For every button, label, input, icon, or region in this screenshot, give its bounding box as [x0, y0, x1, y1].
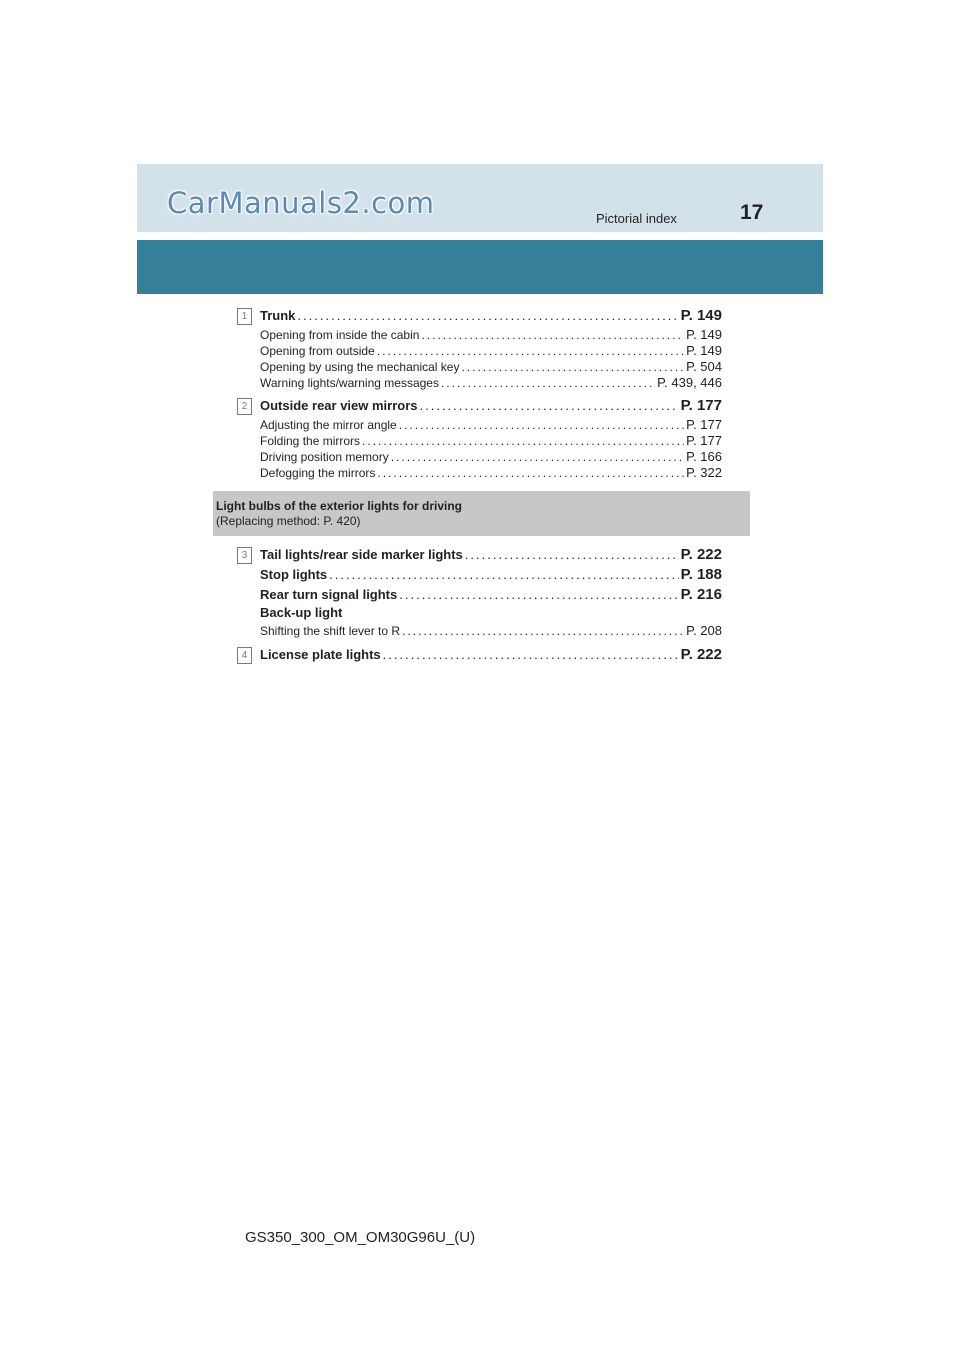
- entry-label: Shifting the shift lever to R: [260, 624, 401, 638]
- leader-dots: [383, 647, 679, 662]
- index-entry-outside-mirrors[interactable]: [260, 397, 722, 414]
- leader-dots: [362, 434, 684, 448]
- index-subentry[interactable]: [260, 343, 722, 359]
- leader-dots: [399, 418, 684, 432]
- index-heading-back-up-light: Back-up light: [260, 605, 343, 620]
- watermark-logo: CarManuals2.com: [167, 186, 435, 220]
- page-reference[interactable]: P. 208: [686, 623, 722, 638]
- entry-label: Adjusting the mirror angle: [260, 418, 397, 432]
- leader-dots: [329, 567, 678, 582]
- page-reference[interactable]: P. 177: [680, 397, 722, 414]
- entry-label: Tail lights/rear side marker lights: [260, 547, 463, 562]
- entry-label: Driving position memory: [260, 450, 389, 464]
- page-reference[interactable]: P. 216: [680, 586, 722, 603]
- index-entry-rear-turn-signal[interactable]: [260, 586, 722, 603]
- callout-number-3: 3: [237, 547, 252, 564]
- index-subentry[interactable]: [260, 327, 722, 343]
- page-reference[interactable]: P. 149: [680, 307, 722, 324]
- leader-dots: [377, 344, 684, 358]
- callout-number-2: 2: [237, 398, 252, 415]
- page-reference[interactable]: P. 188: [680, 566, 722, 583]
- page-reference[interactable]: P. 177: [686, 433, 722, 448]
- section-title: Pictorial index: [596, 211, 677, 226]
- page-reference[interactable]: P. 322: [686, 465, 722, 480]
- index-entry-stop-lights[interactable]: [260, 566, 722, 583]
- page-reference[interactable]: P. 177: [686, 417, 722, 432]
- page-reference[interactable]: P. 222: [680, 646, 722, 663]
- index-entry-tail-lights[interactable]: [260, 546, 722, 563]
- entry-label: Defogging the mirrors: [260, 466, 376, 480]
- entry-label: Trunk: [260, 308, 296, 323]
- index-entry-license-plate[interactable]: [260, 646, 722, 663]
- entry-label: Stop lights: [260, 567, 328, 582]
- page-reference[interactable]: P. 149: [686, 327, 722, 342]
- leader-dots: [402, 624, 684, 638]
- page-reference[interactable]: P. 222: [680, 546, 722, 563]
- page-reference[interactable]: P. 439, 446: [657, 375, 722, 390]
- index-subentry[interactable]: [260, 359, 722, 375]
- document-code: GS350_300_OM_OM30G96U_(U): [245, 1229, 476, 1246]
- entry-label: Opening from inside the cabin: [260, 328, 420, 342]
- index-subentry[interactable]: [260, 417, 722, 433]
- leader-dots: [465, 547, 679, 562]
- leader-dots: [391, 450, 684, 464]
- leader-dots: [399, 587, 678, 602]
- leader-dots: [420, 398, 679, 413]
- entry-label: Opening by using the mechanical key: [260, 360, 460, 374]
- leader-dots: [441, 376, 655, 390]
- page-reference[interactable]: P. 166: [686, 449, 722, 464]
- entry-label: Rear turn signal lights: [260, 587, 398, 602]
- index-subentry[interactable]: [260, 465, 722, 481]
- index-subentry[interactable]: [260, 449, 722, 465]
- header-band: [137, 240, 823, 294]
- index-entry-trunk[interactable]: [260, 307, 722, 324]
- entry-label: Warning lights/warning messages: [260, 376, 439, 390]
- index-subentry[interactable]: [260, 375, 722, 391]
- index-subentry[interactable]: [260, 433, 722, 449]
- entry-label: Folding the mirrors: [260, 434, 361, 448]
- note-box-subtitle: (Replacing method: P. 420): [216, 514, 361, 528]
- leader-dots: [377, 466, 684, 480]
- entry-label: License plate lights: [260, 647, 381, 662]
- leader-dots: [461, 360, 684, 374]
- page-reference[interactable]: P. 149: [686, 343, 722, 358]
- callout-number-4: 4: [237, 647, 252, 664]
- leader-dots: [297, 308, 678, 323]
- note-box-title: Light bulbs of the exterior lights for driving: [216, 499, 462, 513]
- entry-label: Opening from outside: [260, 344, 375, 358]
- page-number: 17: [740, 201, 764, 224]
- index-subentry[interactable]: [260, 623, 722, 639]
- entry-label: Outside rear view mirrors: [260, 398, 418, 413]
- page-reference[interactable]: P. 504: [686, 359, 722, 374]
- callout-number-1: 1: [237, 308, 252, 325]
- leader-dots: [421, 328, 684, 342]
